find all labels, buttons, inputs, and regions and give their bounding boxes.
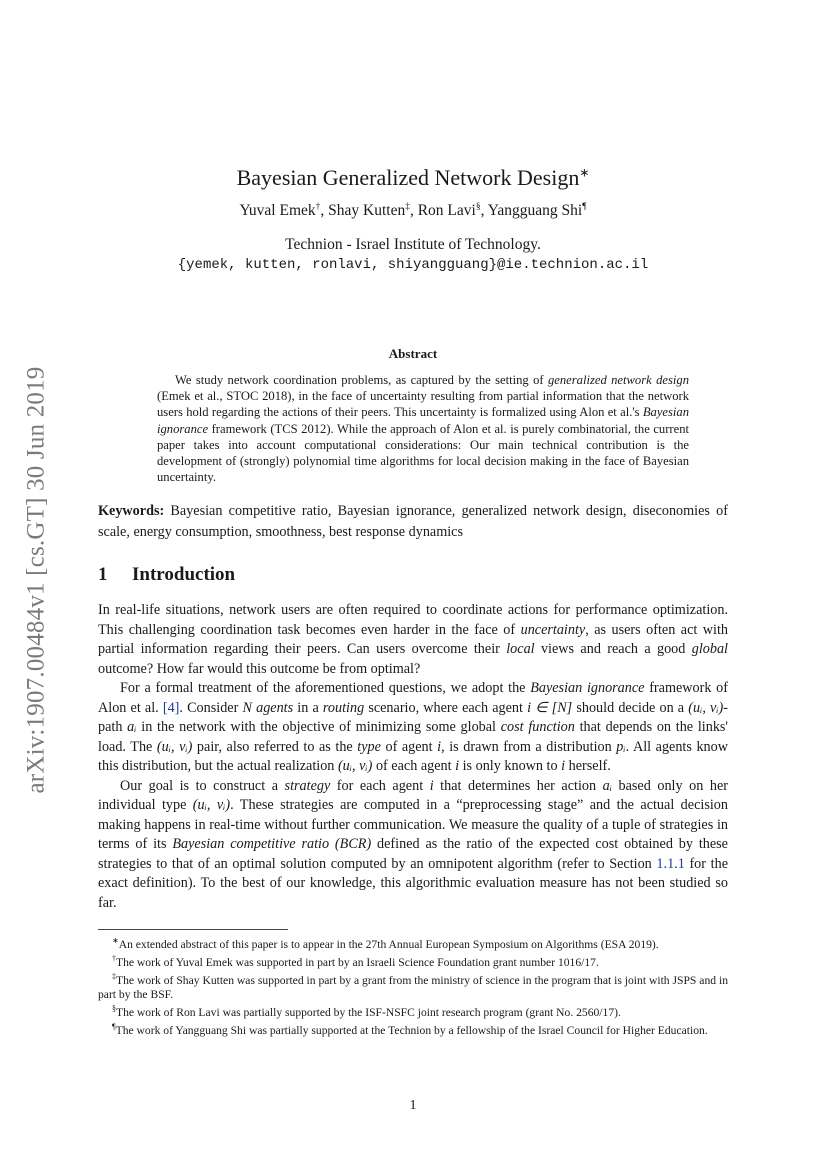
author-name: Yuval Emek bbox=[239, 202, 316, 220]
title-footnote-mark: ∗ bbox=[579, 165, 590, 180]
abstract-heading: Abstract bbox=[388, 346, 438, 361]
keywords-label: Keywords: bbox=[98, 503, 165, 519]
citation-link[interactable]: [4] bbox=[162, 699, 180, 716]
abstract-emphasis: generalized network design bbox=[547, 373, 689, 387]
section-link[interactable]: 1.1.1 bbox=[656, 855, 685, 872]
abstract-text: framework (TCS 2012). While the approach of Alon et al. is purely combinatorial, the current paper takes into account computational considerations: Our main technical contribution is the development of (strongly) polynomial time algorithms for local decision making in the face of Bayesian uncertainty. bbox=[157, 421, 689, 485]
author-name: Yangguang Shi bbox=[487, 202, 583, 220]
title-text: Bayesian Generalized Network Design bbox=[236, 164, 580, 190]
footnotes bbox=[98, 934, 728, 1039]
paper-title bbox=[0, 165, 826, 191]
footnote-rule bbox=[98, 929, 288, 930]
footnote: †The work of Yuval Emek was supported in part by an Israeli Science Foundation grant number 1016/17. bbox=[112, 954, 599, 969]
author-footnote-mark: ¶ bbox=[582, 202, 587, 212]
author-separator: , bbox=[320, 202, 329, 220]
author-footnote-mark: ‡ bbox=[405, 202, 410, 212]
footnote: ¶The work of Yangguang Shi was partially supported at the Technion by a fellowship of the Israel Council for Higher Education. bbox=[112, 1022, 708, 1038]
author-separator: , bbox=[480, 202, 488, 220]
keywords bbox=[98, 501, 728, 543]
keywords-text: Bayesian competitive ratio, Bayesian ignorance, generalized network design, diseconomies of scale, energy consumption, smoothness, best response dynamics bbox=[98, 503, 728, 540]
author-name: Shay Kutten bbox=[328, 202, 406, 220]
paragraph: In real-life situations, network users are often required to coordinate actions for performance optimization. This challenging coordination task becomes even harder in the face of uncertainty, as users often act with partial information regarding their peers. Can users overcome their local views and reach a good global outcome? How far would this outcome be from optimal? bbox=[98, 602, 729, 677]
section-title: Introduction bbox=[132, 564, 236, 585]
arxiv-identifier: arXiv:1907.00484v1 [cs.GT] 30 Jun 2019 bbox=[22, 366, 49, 794]
paragraph: For a formal treatment of the aforementioned questions, we adopt the Bayesian ignorance framework of Alon et al. [4]. Consider N agents in a routing scenario, where each agent i ∈ [N] should decide on a (uᵢ, vᵢ)-path aᵢ in the network with the objective of minimizing some global cost function that depends on the links' load. The (uᵢ, vᵢ) pair, also referred to as the type of agent i, is drawn from a distribution pᵢ. All agents know this distribution, but the actual realization (uᵢ, vᵢ) of each agent i is only known to i herself. bbox=[98, 680, 729, 774]
author-name: Ron Lavi bbox=[417, 202, 476, 220]
abstract-body bbox=[157, 372, 689, 485]
footnote: ‡The work of Shay Kutten was supported in part by a grant from the ministry of science in the program that is joint with JSPS and in part by the BSF. bbox=[98, 972, 728, 1002]
author-list bbox=[0, 202, 826, 220]
arxiv-stamp bbox=[6, 320, 66, 840]
body-text bbox=[98, 601, 728, 913]
abstract-text: (Emek et al., STOC 2018), in the face of uncertainty resulting from partial information that the network users hold regarding the actions of their peers. This uncertainty is formalized using Alon et al.'s bbox=[157, 389, 689, 420]
abstract-emphasis: Bayesian ignorance bbox=[157, 405, 689, 436]
section-number: 1 bbox=[98, 564, 108, 585]
footnote: ∗An extended abstract of this paper is to appear in the 27th Annual European Symposium on Algorithms (ESA 2019). bbox=[112, 936, 659, 951]
footnote: §The work of Ron Lavi was partially supported by the ISF-NSFC joint research program (grant No. 2560/17). bbox=[112, 1004, 621, 1020]
author-footnote-mark: § bbox=[475, 202, 481, 212]
author-footnote-mark: † bbox=[315, 202, 321, 212]
section-heading bbox=[98, 564, 728, 586]
page-number: 1 bbox=[409, 1098, 417, 1113]
author-separator: , bbox=[409, 202, 418, 220]
abstract-text: We study network coordination problems, as captured by the setting of bbox=[175, 373, 548, 387]
author-emails: {yemek, kutten, ronlavi, shiyangguang}@ie.technion.ac.il bbox=[177, 257, 649, 273]
affiliation: Technion - Israel Institute of Technology. bbox=[285, 236, 541, 253]
paragraph: Our goal is to construct a strategy for each agent i that determines her action aᵢ based only on her individual type (uᵢ, vᵢ). These strategies are computed in a “preprocessing stage” and the actual decision making happens in real-time without further communication. We measure the quality of a tuple of strategies in terms of its Bayesian competitive ratio (BCR) defined as the ratio of the expected cost obtained by these strategies to that of an optimal solution computed by an omnipotent algorithm (refer to Section 1.1.1 for the exact definition). To the best of our knowledge, this algorithmic evaluation measure has not been studied so far. bbox=[98, 777, 728, 911]
